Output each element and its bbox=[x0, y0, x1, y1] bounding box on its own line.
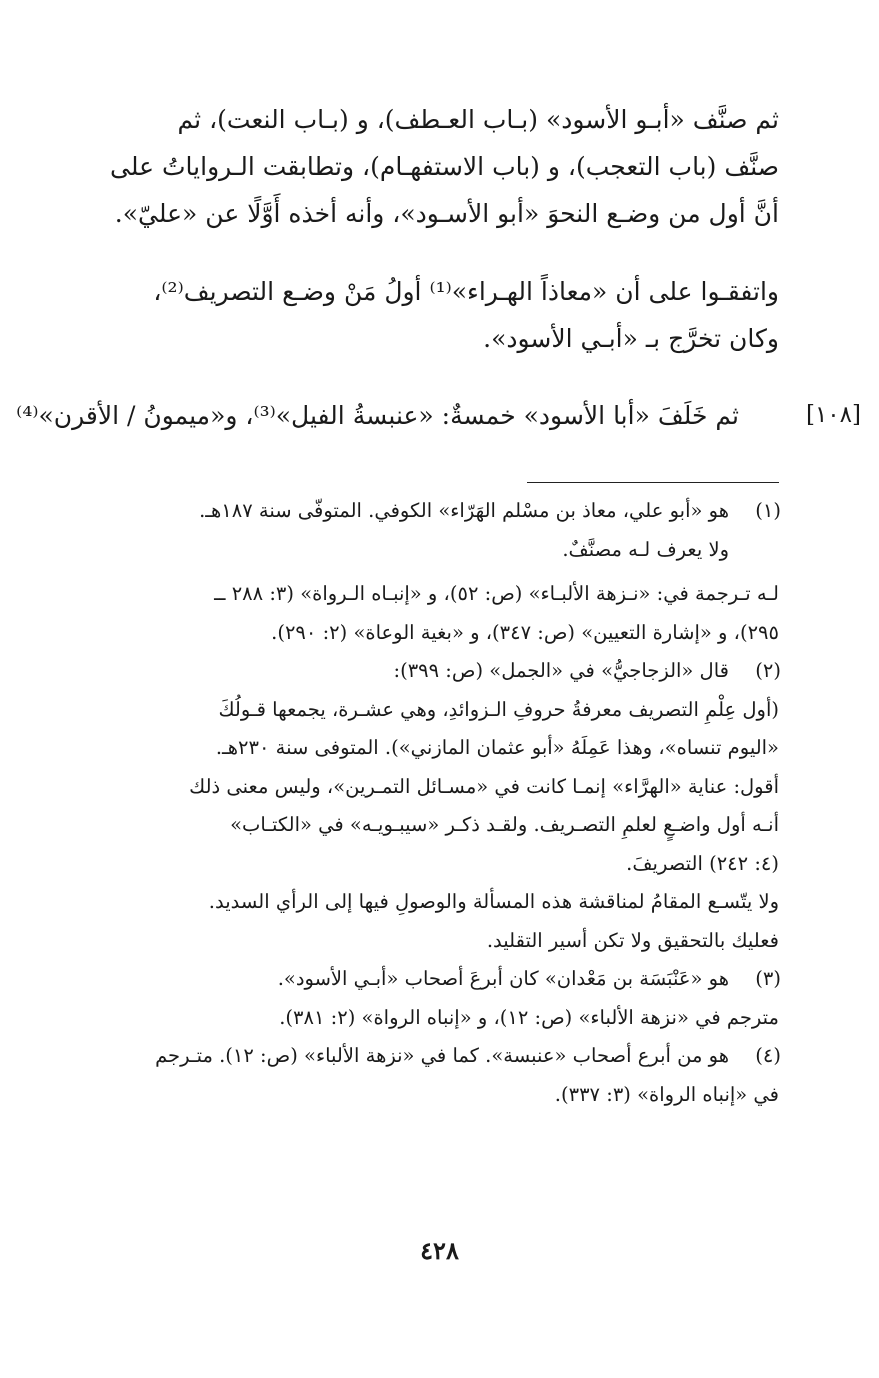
footnote-line: «اليوم تنساه»، وهذا عَمِلَهُ «أبو عثمان المازني»). المتوفى سنة ٢٣٠هـ. bbox=[215, 736, 779, 759]
footnote-line: ٢٩٥)، و «إشارة التعيين» (ص: ٣٤٧)، و «بغية الوعاة» (٢: ٢٩٠). bbox=[271, 620, 779, 644]
footnote-4 bbox=[89, 1037, 779, 1114]
footnote-2 bbox=[89, 652, 779, 960]
footnote-number: (٢) bbox=[755, 659, 781, 682]
footnote-1 bbox=[89, 492, 779, 652]
footnote-line: ولا يعرف لـه مصنَّفٌ. bbox=[562, 537, 729, 561]
footnote-number: (١) bbox=[755, 499, 781, 522]
footnote-line: (أول عِلْمِ التصريف معرفةُ حروفِ الـزوائدِ، وهي عشـرة، يجمعها قـولُكَ bbox=[218, 697, 779, 721]
footnote-line: هو «عَنْبَسَة بن مَعْدان» كان أبرعَ أصحاب «أبـي الأسود». bbox=[277, 967, 729, 990]
footnote-line: ولا يتّسـع المقامُ لمناقشة هذه المسألة والوصولِ فيها إلى الرأي السديد. bbox=[208, 890, 779, 913]
footnote-line: فعليك بالتحقيق ولا تكن أسير التقليد. bbox=[486, 928, 779, 952]
footnote-line: قال «الزجاجيُّ» في «الجمل» (ص: ٣٩٩): bbox=[393, 659, 729, 682]
text-line: ثم صنَّف «أبـو الأسود» (بـاب العـطف)، و (بـاب النعت)، ثم bbox=[177, 105, 779, 134]
text-line: صنَّف (باب التعجب)، و (باب الاستفهـام)، وتطابقت الـرواياتُ على bbox=[110, 152, 779, 181]
text-line: ثم خَلَفَ «أبا الأسود» خمسةٌ: «عنبسةُ الفيل»⁽³⁾، و«ميمونُ / الأقرن»⁽⁴⁾ bbox=[16, 401, 739, 430]
footnote-number: (٣) bbox=[755, 967, 781, 990]
footnote-line: مترجم في «نزهة الألباء» (ص: ١٢)، و «إنباه الرواة» (٢: ٣٨١). bbox=[279, 1005, 779, 1029]
text-line: وكان تخرَّج بـ «أبـي الأسود». bbox=[483, 324, 779, 353]
text-line: واتفقـوا على أن «معاذاً الهـراء»⁽¹⁾ أولُ مَنْ وضـع التصريف⁽²⁾، bbox=[153, 277, 779, 306]
footnote-line: في «إنباه الرواة» (٣: ٣٣٧). bbox=[554, 1082, 779, 1106]
footnote-line: هو من أبرع أصحاب «عنبسة». كما في «نزهة الألباء» (ص: ١٢). متـرجم bbox=[155, 1044, 729, 1067]
footnote-separator bbox=[527, 482, 779, 483]
footnote-3 bbox=[89, 960, 779, 1037]
main-paragraph-3 bbox=[16, 392, 739, 439]
footnote-line: هو «أبو علي، معاذ بن مسْلم الهَرّاء» الكوفي. المتوفّى سنة ١٨٧هـ. bbox=[199, 499, 729, 522]
footnote-line: (٤: ٢٤٢) التصريفَ. bbox=[626, 851, 779, 875]
page-number: ٤٢٨ bbox=[420, 1236, 459, 1265]
footnote-line: أنـه أول واضـعٍ لعلمِ التصـريف. ولقـد ذكـر «سيبـويـه» في «الكتـاب» bbox=[230, 813, 779, 836]
main-paragraph-1 bbox=[99, 96, 779, 237]
footnote-number: (٤) bbox=[755, 1044, 781, 1067]
main-paragraph-2 bbox=[99, 268, 779, 362]
footnote-line: أقول: عناية «الهرَّاء» إنمـا كانت في «مسـائل التمـرين»، وليس معنى ذلك bbox=[189, 774, 779, 798]
paragraph-number: [١٠٨] bbox=[805, 402, 861, 428]
text-line: أنَّ أول من وضـع النحوَ «أبو الأسـود»، وأنه أخذه أَوَّلًا عن «عليّ». bbox=[114, 199, 779, 228]
footnotes bbox=[89, 492, 779, 1114]
footnote-line: لـه تـرجمة في: «نـزهة الألبـاء» (ص: ٥٢)، و «إنبـاه الـرواة» (٣: ٢٨٨ ــ bbox=[214, 582, 779, 605]
